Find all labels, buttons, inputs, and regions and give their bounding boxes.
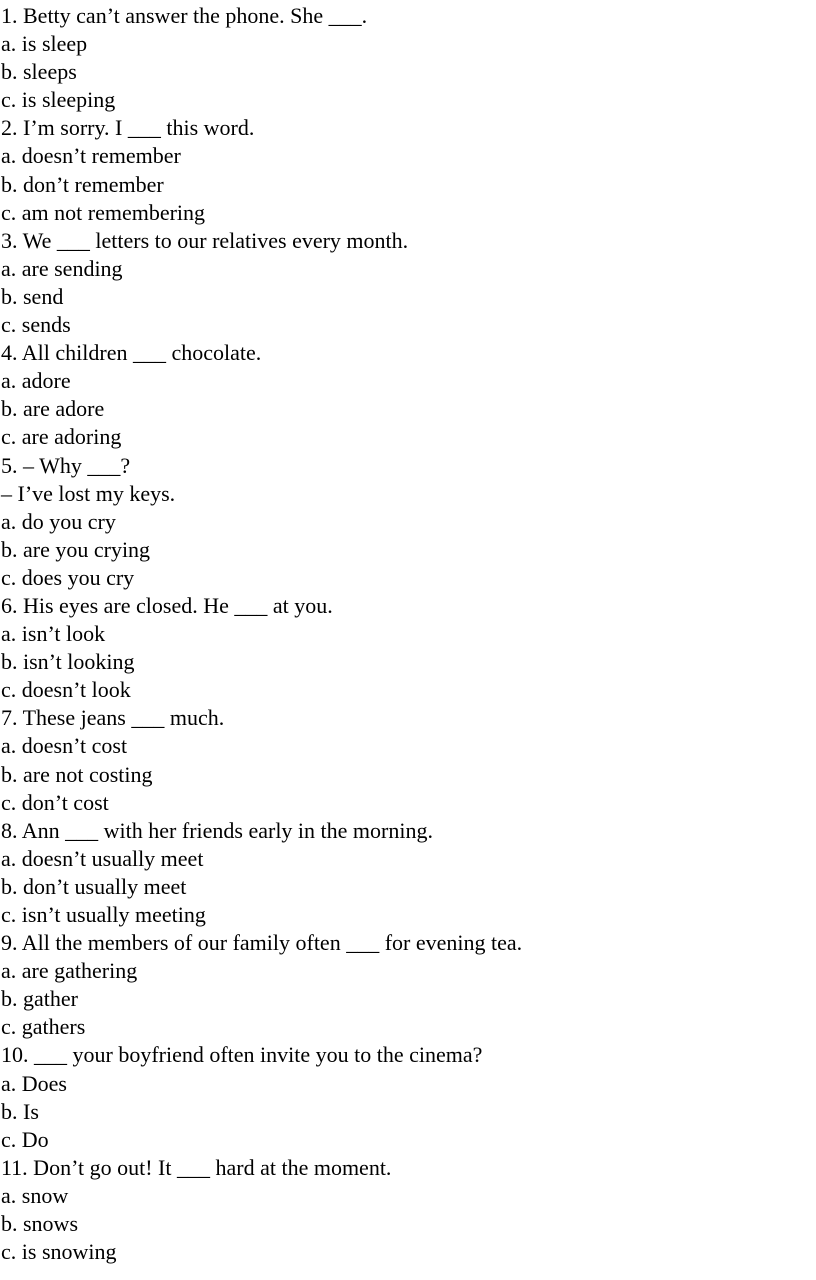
option-2c: c. am not remembering (1, 199, 206, 225)
option-7b: b. are not costing (1, 761, 153, 787)
option-8a: a. doesn’t usually meet (1, 845, 204, 871)
option-2a: a. doesn’t remember (1, 143, 181, 169)
option-3a: a. are sending (1, 255, 123, 281)
question-6: 6. His eyes are closed. He ___ at you. (1, 592, 333, 618)
option-10c: c. Do (1, 1126, 49, 1152)
question-10: 10. ___ your boyfriend often invite you to the cinema? (1, 1042, 483, 1068)
question-8: 8. Ann ___ with her friends early in the morning. (1, 817, 433, 843)
question-5-reply: – I’ve lost my keys. (1, 480, 176, 506)
option-1c: c. is sleeping (1, 87, 116, 113)
question-3: 3. We ___ letters to our relatives every month. (1, 227, 409, 253)
option-10a: a. Does (1, 1070, 67, 1096)
option-3c: c. sends (1, 312, 71, 338)
question-2: 2. I’m sorry. I ___ this word. (1, 115, 255, 141)
quiz-document (0, 2, 816, 1266)
option-6a: a. isn’t look (1, 621, 106, 647)
option-1a: a. is sleep (1, 31, 88, 57)
option-9a: a. are gathering (1, 958, 138, 984)
question-5: 5. – Why ___? (1, 452, 131, 478)
option-9b: b. gather (1, 986, 78, 1012)
option-5c: c. does you cry (1, 564, 135, 590)
question-9: 9. All the members of our family often ___ for evening tea. (1, 930, 523, 956)
option-9c: c. gathers (1, 1014, 86, 1040)
option-4a: a. adore (1, 368, 71, 394)
option-11c: c. is snowing (1, 1239, 117, 1265)
option-2b: b. don’t remember (1, 171, 164, 197)
option-4c: c. are adoring (1, 424, 122, 450)
question-11: 11. Don’t go out! It ___ hard at the moment. (1, 1154, 392, 1180)
question-1: 1. Betty can’t answer the phone. She ___. (1, 3, 368, 28)
option-11a: a. snow (1, 1182, 69, 1208)
option-3b: b. send (1, 283, 64, 309)
option-7c: c. don’t cost (1, 789, 109, 815)
option-5b: b. are you crying (1, 536, 151, 562)
option-10b: b. Is (1, 1098, 39, 1124)
question-7: 7. These jeans ___ much. (1, 705, 225, 731)
option-5a: a. do you cry (1, 508, 116, 534)
option-8c: c. isn’t usually meeting (1, 902, 206, 927)
option-1b: b. sleeps (1, 59, 77, 85)
option-11b: b. snows (1, 1211, 79, 1237)
option-6b: b. isn’t looking (1, 649, 135, 675)
option-7a: a. doesn’t cost (1, 733, 128, 759)
option-4b: b. are adore (1, 396, 105, 422)
option-6c: c. doesn’t look (1, 677, 131, 703)
question-4: 4. All children ___ chocolate. (1, 340, 262, 366)
option-8b: b. don’t usually meet (1, 873, 187, 899)
